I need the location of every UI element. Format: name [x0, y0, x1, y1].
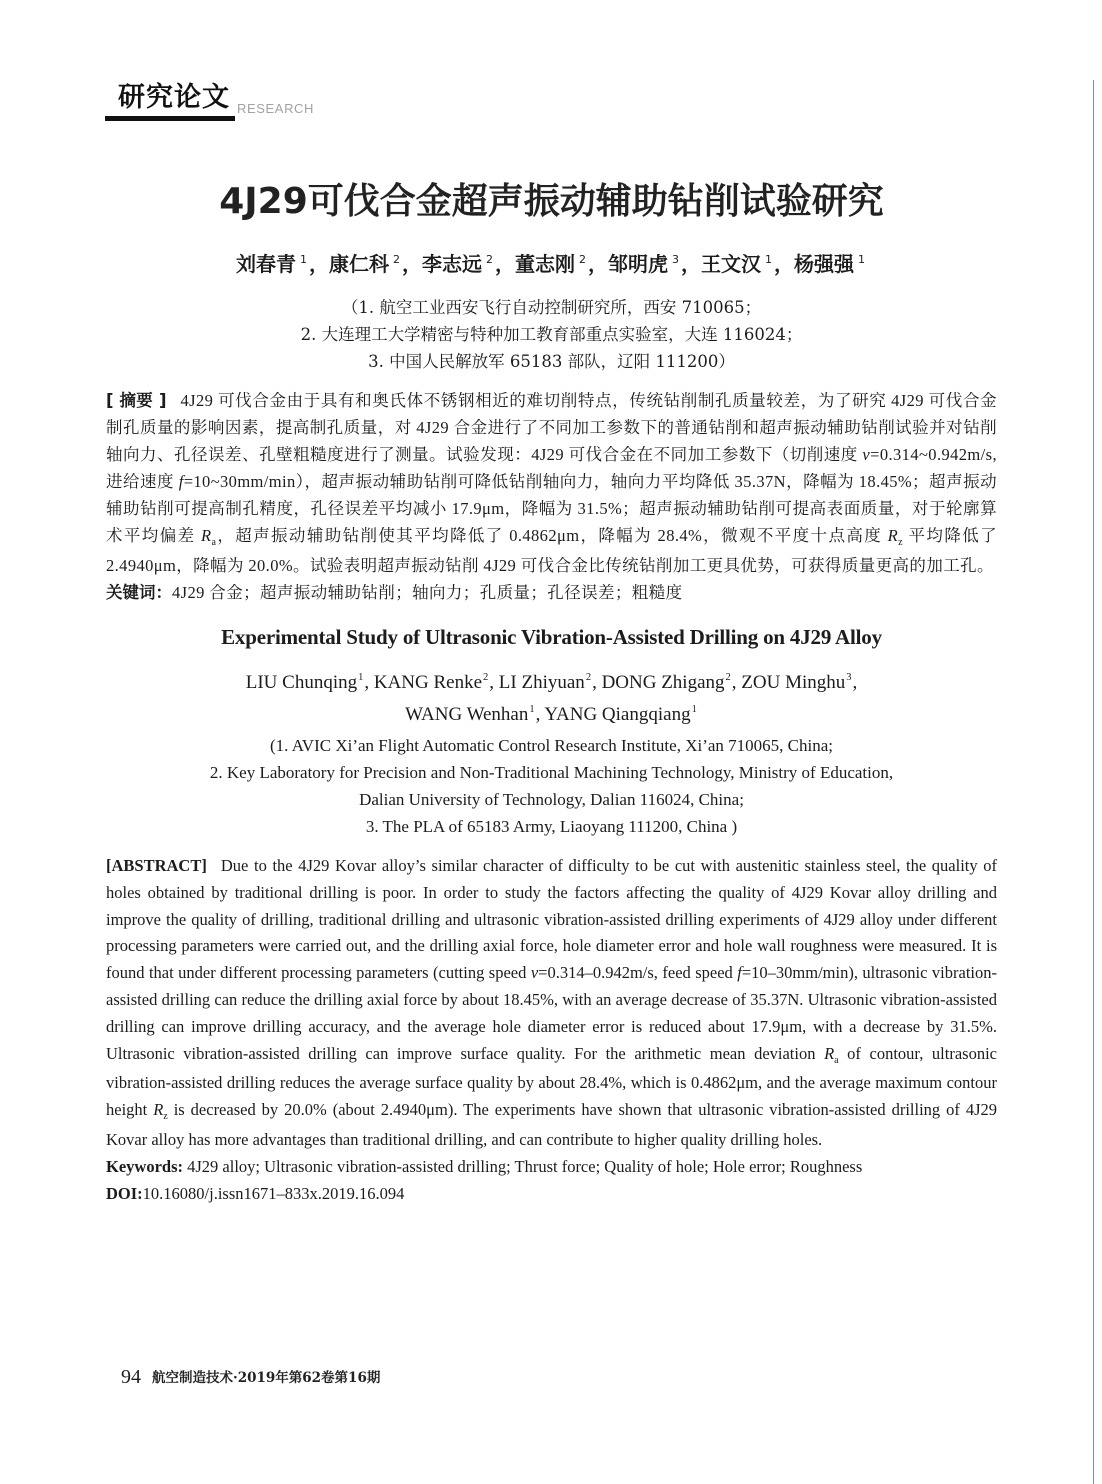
section-heading-underline	[105, 116, 235, 121]
article-front-matter	[106, 180, 997, 1207]
affiliation-mark: 3	[846, 672, 852, 683]
article-title-en: Experimental Study of Ultrasonic Vibration-Assisted Drilling on 4J29 Alloy	[221, 625, 882, 649]
abstract-text: ，超声振动辅助钻削使其平均降低了 0.4862μm，降幅为 28.4%，微观不平度十点高度	[216, 526, 888, 545]
author-separator: ,	[852, 672, 858, 693]
abstract-cn-label: [ 摘要 ]	[106, 391, 167, 410]
author-list-en	[106, 668, 997, 732]
affiliation-mark: 1	[358, 672, 364, 683]
affiliation-mark: 2	[486, 253, 493, 266]
author-name: ，董志刚	[495, 252, 575, 276]
subscript-a: a	[834, 1054, 839, 1066]
variable-f: f	[178, 472, 184, 491]
author-name: ，邹明虎	[588, 252, 668, 276]
affiliations-en	[106, 732, 997, 840]
abstract-text: of contour, ultrasonic vibration-assisted drilling reduces the average surface quality by about 28.4%, which is 0.4862μm, and the average maximum contour height	[106, 1043, 997, 1120]
affiliation-mark: 1	[765, 253, 772, 266]
abstract-en-body	[106, 853, 997, 1154]
author-name: ，王文汉	[681, 252, 761, 276]
affiliation-mark: 1	[691, 704, 697, 715]
author-name: , DONG Zhigang	[592, 672, 725, 693]
keywords-en-text: 4J29 alloy; Ultrasonic vibration-assisted drilling; Thrust force; Quality of hole; Hole error; Roughness	[187, 1156, 863, 1176]
affiliation-mark: 2	[585, 672, 592, 683]
author-name: , YANG Qiangqiang	[535, 704, 691, 725]
affiliation-mark: 2	[483, 672, 489, 683]
keywords-cn-label: 关键词：	[106, 583, 172, 602]
affiliations-cn	[106, 294, 997, 375]
abstract-text: 平均降低了 2.4940μm，降幅为 20.0%。试验表明超声振动钻削 4J29 可伐合金比传统钻削加工更具优势，可获得质量更高的加工孔。	[106, 526, 998, 575]
abstract-text: is decreased by 20.0% (about 2.4940μm). The experiments have shown that ultrasonic vibration-assisted drilling of 4J29 Kovar alloy has more advantages than traditional drilling, and can contribute to higher quality drilling holes.	[106, 1100, 997, 1149]
doi-line	[106, 1181, 997, 1208]
keywords-cn-text: 4J29 合金；超声振动辅助钻削；轴向力；孔质量；孔径误差；粗糙度	[172, 583, 683, 602]
author-name: WANG Wenhan	[405, 704, 529, 725]
keywords-cn	[106, 579, 997, 606]
section-heading-cn: 研究论文	[118, 82, 230, 113]
page-edge-line	[1093, 80, 1094, 1484]
abstract-text: Due to the 4J29 Kovar alloy’s similar character of difficulty to be cut with austenitic stainless steel, the quality of holes obtained by traditional drilling is poor. In order to study the factors affecting the quality of 4J29 Kovar alloy drilling and improve the quality of drilling, traditional drilling and ultrasonic vibration-assisted drilling experiments of 4J29 alloy under different processing parameters were carried out, and the drilling axial force, hole diameter error and hole wall roughness were measured. It is found that under different processing parameters (cutting speed	[106, 856, 997, 983]
affiliation-mark: 1	[529, 704, 535, 715]
abstract-cn	[106, 387, 997, 606]
section-heading-en: RESEARCH	[237, 101, 315, 116]
article-title-cn: 4J29可伐合金超声振动辅助钻削试验研究	[219, 181, 884, 222]
affiliation-mark: 2	[579, 253, 586, 266]
subscript-a: a	[211, 537, 217, 548]
page-number: 94	[121, 1366, 141, 1388]
subscript-z: z	[898, 537, 903, 548]
abstract-en-label: [ABSTRACT]	[106, 856, 207, 875]
affiliation-line: 2. 大连理工大学精密与特种加工教育部重点实验室，大连 116024；	[300, 325, 803, 344]
variable-v: v	[862, 445, 871, 464]
abstract-text: 4J29 可伐合金由于具有和奥氏体不锈钢相近的难切削特点，传统钻削制孔质量较差，为了研究 4J29 可伐合金制孔质量的影响因素，提高制孔质量，对 4J29 合金进行了不同加工参数下的普通钻削和超声振动辅助钻削试验并对钻削轴向力、孔径误差、孔壁粗糙度进行了测量。试验发现：4J29 可伐合金在不同加工参数下（切削速度	[106, 391, 997, 464]
author-name: , LI Zhiyuan	[489, 672, 585, 693]
author-name: 刘春青	[236, 252, 296, 276]
author-name: ，杨强强	[774, 252, 854, 276]
variable-r: R	[153, 1100, 164, 1120]
author-name: , ZOU Minghu	[731, 672, 846, 693]
variable-r: R	[824, 1043, 835, 1063]
author-name: LIU Chunqing	[245, 672, 358, 693]
affiliation-mark: 1	[300, 253, 307, 266]
variable-r: R	[201, 526, 212, 545]
subscript-z: z	[163, 1111, 168, 1123]
author-name: ，康仁科	[309, 252, 389, 276]
author-list-cn	[106, 250, 997, 282]
variable-v: v	[530, 963, 539, 983]
affiliation-mark: 2	[725, 672, 731, 683]
abstract-text: =10~30mm/min），超声振动辅助钻削可降低钻削轴向力，轴向力平均降低 35.37N，降幅为 18.45%；超声振动辅助钻削可提高制孔精度，孔径误差平均减小 17.9μm，降幅为 31.5%；超声振动辅助钻削可提高表面质量，对于轮廓算术平均偏差	[106, 472, 998, 545]
affiliation-line: 3. The PLA of 65183 Army, Liaoyang 111200, China )	[365, 817, 738, 836]
doi-value: 10.16080/j.issn1671–833x.2019.16.094	[142, 1183, 405, 1203]
affiliation-line: Dalian University of Technology, Dalian 116024, China;	[359, 790, 744, 809]
affiliation-line: 2. Key Laboratory for Precision and Non-Traditional Machining Technology, Ministry of Education,	[209, 763, 894, 782]
abstract-text: =0.314–0.942m/s, feed speed	[538, 963, 738, 983]
abstract-text: =0.314~0.942m/s, 进给速度	[106, 445, 997, 491]
abstract-en	[106, 853, 997, 1207]
affiliation-mark: 1	[858, 253, 865, 266]
affiliation-line: （1. 航空工业西安飞行自动控制研究所，西安 710065；	[341, 298, 762, 317]
affiliation-line: (1. AVIC Xi’an Flight Automatic Control Research Institute, Xi’an 710065, China;	[270, 736, 833, 755]
abstract-cn-body	[106, 387, 997, 579]
keywords-en-label: Keywords:	[106, 1156, 183, 1176]
journal-footer: 航空制造技术·2019年第62卷第16期	[152, 1370, 381, 1386]
affiliation-line: 3. 中国人民解放军 65183 部队，辽阳 111200）	[368, 352, 735, 371]
abstract-text: =10–30mm/min), ultrasonic vibration-assisted drilling can reduce the drilling axial force by about 18.45%, with an average decrease of 35.37N. Ultrasonic vibration-assisted drilling can improve drilling accuracy, and the average hole diameter error is reduced about 17.9μm, with a decrease by 31.5%. Ultrasonic vibration-assisted drilling can improve surface quality. For the arithmetic mean deviation	[106, 963, 997, 1063]
affiliation-mark: 2	[393, 253, 400, 266]
author-line	[106, 668, 997, 700]
variable-r: R	[887, 526, 899, 545]
keywords-en	[106, 1154, 997, 1181]
affiliation-mark: 3	[672, 253, 679, 266]
author-name: , KANG Renke	[364, 672, 483, 693]
variable-f: f	[737, 963, 742, 983]
author-name: ，李志远	[402, 252, 482, 276]
author-line	[106, 700, 997, 732]
doi-label: DOI:	[106, 1183, 143, 1203]
